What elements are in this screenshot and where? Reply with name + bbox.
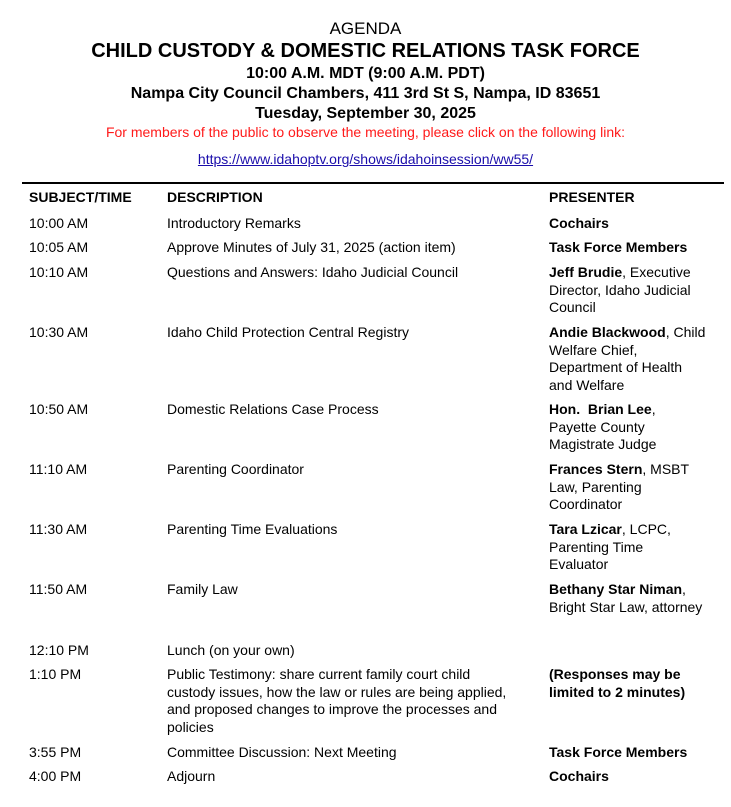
row-presenter	[549, 744, 721, 762]
row-description: Public Testimony: share current family court child custody issues, how the law or rules are being applied, and proposed changes to improve the processes and policies	[167, 666, 507, 735]
presenter-name: Task Force Members	[549, 744, 688, 760]
presenter-details: , MSBT Law, Parenting Coordinator	[549, 461, 689, 513]
presenter-name: Frances Stern	[549, 461, 643, 477]
column-header-presenter: PRESENTER	[549, 189, 635, 205]
row-presenter	[549, 666, 709, 701]
agenda-label: AGENDA	[329, 19, 402, 38]
page-title: CHILD CUSTODY & DOMESTIC RELATIONS TASK FORCE	[91, 40, 640, 62]
row-description: Introductory Remarks	[167, 215, 301, 231]
row-description: Parenting Time Evaluations	[167, 521, 338, 537]
meeting-location: Nampa City Council Chambers, 411 3rd St S, Nampa, ID 83651	[130, 85, 601, 102]
row-description: Domestic Relations Case Process	[167, 401, 379, 417]
row-description: Adjourn	[167, 768, 216, 784]
row-time: 11:10 AM	[29, 461, 88, 477]
presenter-name: Bethany Star Niman	[549, 581, 683, 597]
presenter-details: , Child Welfare Chief, Department of Health and Welfare	[549, 324, 706, 393]
row-presenter	[549, 324, 709, 394]
row-time: 10:05 AM	[29, 239, 89, 255]
presenter-name: Cochairs	[549, 768, 609, 784]
row-description: Questions and Answers: Idaho Judicial Council	[167, 264, 459, 280]
row-description: Lunch (on your own)	[167, 642, 295, 658]
row-presenter	[549, 215, 721, 233]
presenter-note: (Responses may be limited to 2 minutes)	[549, 666, 686, 700]
presenter-details: , Bright Star Law, attorney	[549, 581, 703, 615]
presenter-name: Jeff Brudie	[549, 264, 623, 280]
row-description: Idaho Child Protection Central Registry	[167, 324, 410, 340]
meeting-time: 10:00 A.M. MDT (9:00 A.M. PDT)	[246, 65, 485, 82]
presenter-name: Hon. Brian Lee	[549, 401, 652, 417]
row-presenter	[549, 521, 699, 574]
row-description: Parenting Coordinator	[167, 461, 304, 477]
presenter-details: , Payette County Magistrate Judge	[549, 401, 657, 453]
row-presenter	[549, 239, 721, 257]
meeting-date: Tuesday, September 30, 2025	[255, 105, 476, 122]
row-description: Committee Discussion: Next Meeting	[167, 744, 397, 760]
row-description: Approve Minutes of July 31, 2025 (action item)	[167, 239, 456, 255]
row-presenter	[549, 401, 683, 454]
stream-link[interactable]: https://www.idahoptv.org/shows/idahoinsession/ww55/	[197, 151, 534, 167]
row-presenter	[549, 264, 721, 317]
column-header-description: DESCRIPTION	[167, 189, 263, 205]
presenter-name: Task Force Members	[549, 239, 688, 255]
row-description: Family Law	[167, 581, 238, 597]
row-time: 10:50 AM	[29, 401, 89, 417]
row-presenter	[549, 581, 714, 616]
row-time: 4:00 PM	[29, 768, 82, 784]
public-notice: For members of the public to observe the meeting, please click on the following link:	[105, 124, 626, 140]
row-time: 1:10 PM	[29, 666, 82, 682]
row-presenter	[549, 461, 714, 514]
header-divider	[22, 182, 724, 184]
presenter-name: Cochairs	[549, 215, 609, 231]
presenter-details: , Executive Director, Idaho Judicial Council	[549, 264, 691, 316]
row-time: 11:50 AM	[29, 581, 88, 597]
presenter-details: , LCPC, Parenting Time Evaluator	[549, 521, 671, 573]
row-time: 3:55 PM	[29, 744, 82, 760]
row-presenter	[549, 768, 721, 786]
row-time: 11:30 AM	[29, 521, 88, 537]
row-time: 10:00 AM	[29, 215, 89, 231]
presenter-name: Andie Blackwood	[549, 324, 666, 340]
column-header-subject-time: SUBJECT/TIME	[29, 189, 132, 205]
presenter-name: Tara Lzicar	[549, 521, 622, 537]
row-time: 10:30 AM	[29, 324, 89, 340]
row-time: 12:10 PM	[29, 642, 89, 658]
row-time: 10:10 AM	[29, 264, 89, 280]
